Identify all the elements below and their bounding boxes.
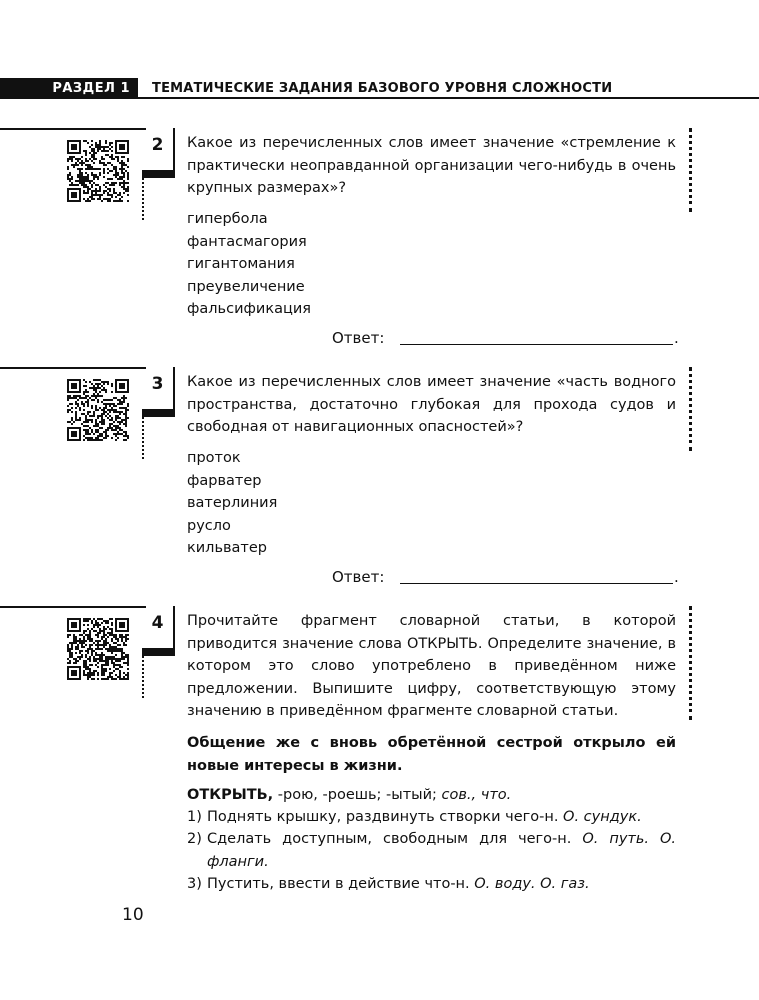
dictionary-entry-header <box>187 784 676 807</box>
task-rule <box>0 367 146 369</box>
option-item: гипербола <box>187 211 268 227</box>
answer-label: Ответ: <box>332 329 385 347</box>
option-item: фальсификация <box>187 301 311 317</box>
option-item: фарватер <box>187 472 262 489</box>
dotted-divider <box>142 417 144 459</box>
dotted-divider <box>142 656 144 698</box>
definition-example: О. путь. О. фланги. <box>207 831 676 870</box>
task-question: Какое из перечисленных слов имеет значение «стремление к практически неоправданной организации чего-нибудь в очень крупных размерах»? <box>187 135 676 196</box>
definition-text: Поднять крышку, раздвинуть створки чего-н. <box>207 809 564 825</box>
grammar-note: сов., что. <box>441 787 512 803</box>
answer-field[interactable] <box>400 344 673 345</box>
definition-example: О. воду. О. газ. <box>474 876 590 892</box>
task-rule <box>0 128 146 130</box>
definition-text: Сделать доступным, свободным для чего-н. <box>207 831 583 847</box>
task-question: Прочитайте фрагмент словарной статьи, в которой приводится значение слова ОТКРЫТЬ. Определите значение, в котором это слово употреблено в приведённом ниже предложении. Выпишите цифру, соответствующую этому значению в приведённом фрагменте словарной статьи. <box>187 613 676 719</box>
option-item: кильватер <box>187 540 267 556</box>
task-number-shadow <box>142 172 175 178</box>
definition-number: 2) <box>187 831 202 847</box>
option-item: русло <box>187 517 231 534</box>
task-question: Какое из перечисленных слов имеет значение «часть водного пространства, достаточно глубокая для прохода судов и свободная от навигационных опасностей»? <box>187 374 676 435</box>
qr-code-icon <box>67 379 129 441</box>
task-number: 2 <box>142 128 175 172</box>
definition-item <box>187 806 676 829</box>
task-number-shadow <box>142 650 175 656</box>
answer-field[interactable] <box>400 583 673 584</box>
headword: ОТКРЫТЬ, <box>187 787 274 803</box>
word-forms: -рою, -роешь; -ытый; <box>273 787 442 803</box>
page-number: 10 <box>122 905 144 925</box>
option-item: преувеличение <box>187 278 305 295</box>
section-label: РАЗДЕЛ 1 <box>0 78 138 99</box>
section-title: ТЕМАТИЧЕСКИЕ ЗАДАНИЯ БАЗОВОГО УРОВНЯ СЛОЖНОСТИ <box>152 81 613 96</box>
dotted-divider <box>142 178 144 220</box>
option-list <box>187 447 277 560</box>
answer-label: Ответ: <box>332 568 385 586</box>
definition-item <box>187 828 676 873</box>
task-rule <box>0 606 146 608</box>
answer-period: . <box>674 329 679 347</box>
dotted-divider <box>689 606 692 720</box>
qr-code-icon <box>67 140 129 202</box>
option-item: проток <box>187 450 241 466</box>
answer-period: . <box>674 568 679 586</box>
definition-item <box>187 873 676 896</box>
task-number: 3 <box>142 367 175 411</box>
example-sentence: Общение же с вновь обретённой сестрой открыло ей новые интересы в жизни. <box>187 735 676 774</box>
dotted-divider <box>689 367 692 451</box>
section-header <box>0 78 759 99</box>
definition-number: 3) <box>187 876 202 892</box>
dotted-divider <box>689 128 692 212</box>
task-number: 4 <box>142 606 175 650</box>
option-list <box>187 208 311 321</box>
definition-example: О. сундук. <box>563 809 642 825</box>
qr-code-icon <box>67 618 129 680</box>
definition-number: 1) <box>187 809 202 825</box>
option-item: гигантомания <box>187 256 295 272</box>
option-item: фантасмагория <box>187 233 307 250</box>
option-item: ватерлиния <box>187 495 278 511</box>
task-number-shadow <box>142 411 175 417</box>
definition-text: Пустить, ввести в действие что-н. <box>207 876 475 892</box>
header-rule <box>138 97 759 99</box>
